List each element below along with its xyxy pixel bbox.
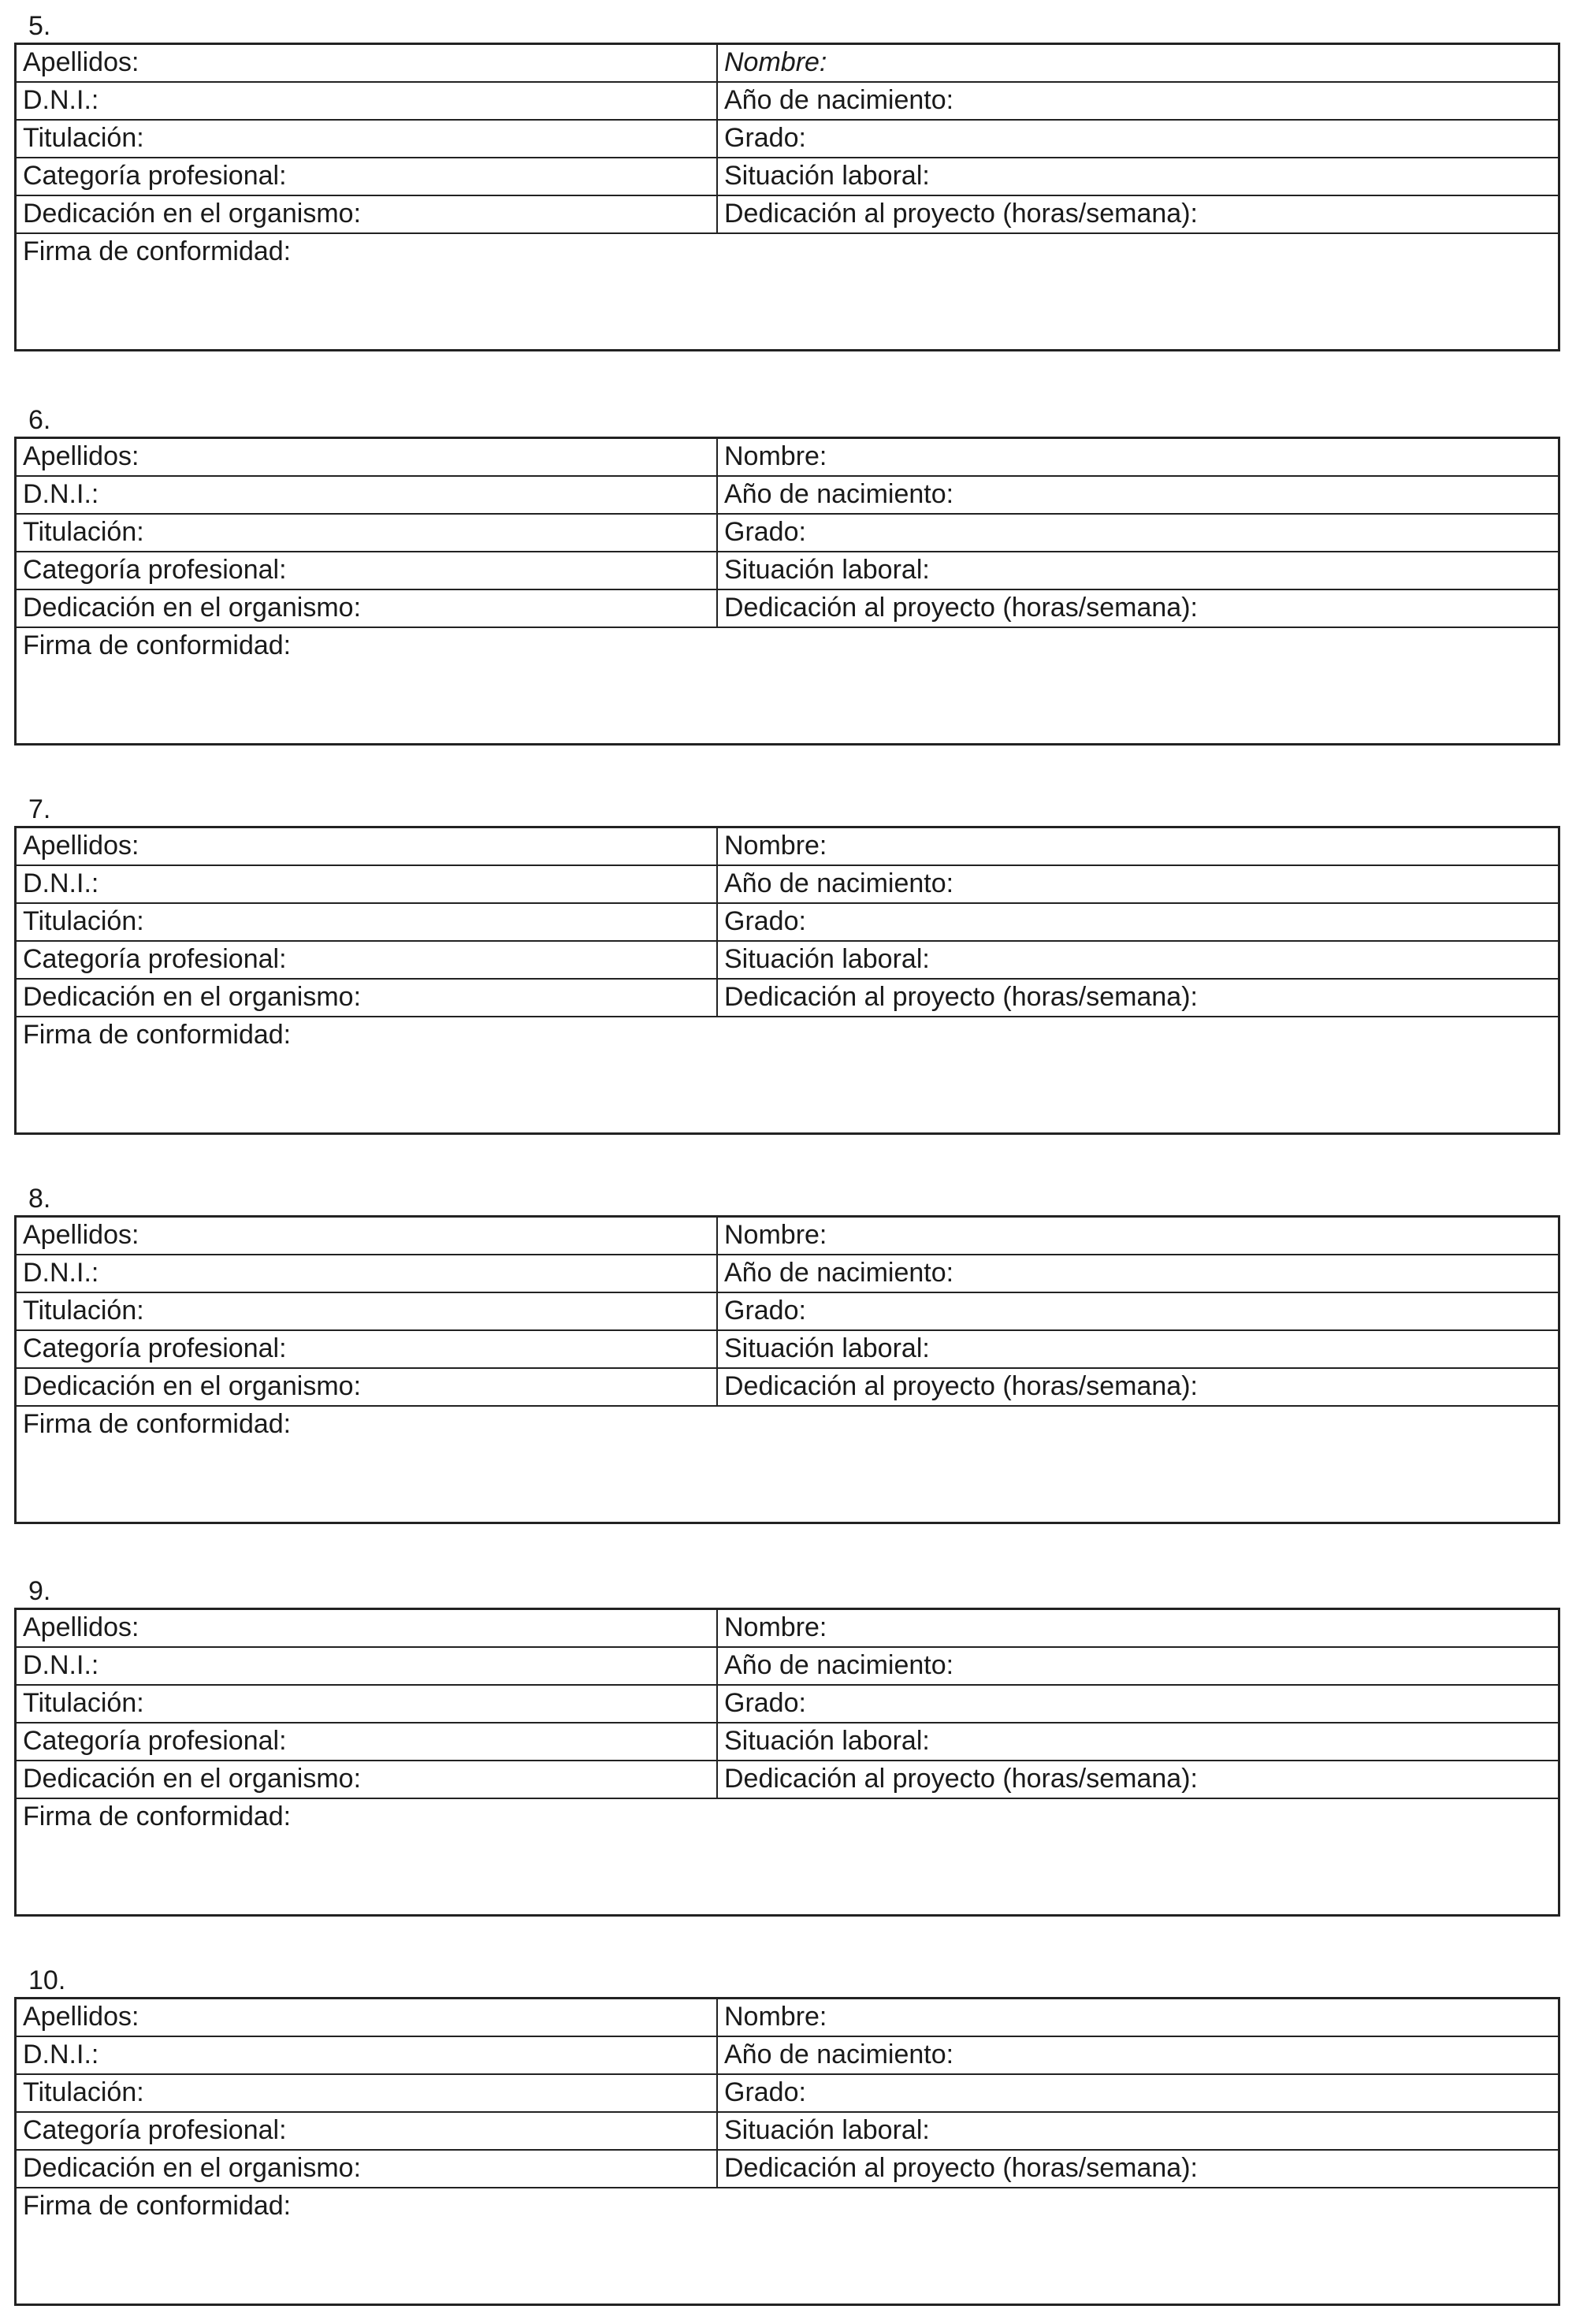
form-row xyxy=(17,45,1558,83)
participant-form xyxy=(14,1997,1560,2306)
signature-area[interactable] xyxy=(17,628,1558,743)
apellidos-field[interactable]: Apellidos: xyxy=(17,828,718,865)
categoria-field[interactable]: Categoría profesional: xyxy=(17,2113,718,2149)
form-row xyxy=(17,1369,1558,1407)
dedicacion-proyecto-field[interactable]: Dedicación al proyecto (horas/semana): xyxy=(724,1371,1198,1401)
form-row xyxy=(17,1723,1558,1761)
form-row xyxy=(17,866,1558,904)
form-row xyxy=(17,1255,1558,1293)
anio-nacimiento-field[interactable]: Año de nacimiento: xyxy=(724,1258,954,1288)
categoria-field[interactable]: Categoría profesional: xyxy=(17,942,718,978)
dedicacion-organismo-field[interactable]: Dedicación en el organismo: xyxy=(17,980,718,1016)
participant-form xyxy=(14,43,1560,351)
form-row xyxy=(17,1648,1558,1686)
form-row xyxy=(17,1293,1558,1331)
form-row xyxy=(17,2075,1558,2113)
participant-form xyxy=(14,1608,1560,1917)
form-row xyxy=(17,980,1558,1017)
categoria-field[interactable]: Categoría profesional: xyxy=(17,158,718,195)
nombre-field[interactable]: Nombre: xyxy=(724,47,827,77)
form-row xyxy=(17,2037,1558,2075)
dedicacion-proyecto-field[interactable]: Dedicación al proyecto (horas/semana): xyxy=(724,982,1198,1012)
grado-field[interactable]: Grado: xyxy=(724,2077,806,2107)
apellidos-field[interactable]: Apellidos: xyxy=(17,1218,718,1254)
dedicacion-organismo-field[interactable]: Dedicación en el organismo: xyxy=(17,1369,718,1405)
dni-field[interactable]: D.N.I.: xyxy=(17,477,718,513)
form-row xyxy=(17,515,1558,552)
form-row xyxy=(17,158,1558,196)
block-number: 9. xyxy=(28,1576,51,1606)
anio-nacimiento-field[interactable]: Año de nacimiento: xyxy=(724,868,954,898)
form-row xyxy=(17,1761,1558,1799)
firma-label: Firma de conformidad: xyxy=(23,630,292,660)
form-row xyxy=(17,828,1558,866)
categoria-field[interactable]: Categoría profesional: xyxy=(17,1331,718,1367)
apellidos-field[interactable]: Apellidos: xyxy=(17,45,718,81)
form-row xyxy=(17,1999,1558,2037)
form-row xyxy=(17,942,1558,980)
signature-area[interactable] xyxy=(17,1017,1558,1132)
participant-form xyxy=(14,1215,1560,1524)
dni-field[interactable]: D.N.I.: xyxy=(17,1255,718,1292)
signature-area[interactable] xyxy=(17,1407,1558,1522)
signature-area[interactable] xyxy=(17,234,1558,349)
signature-area[interactable] xyxy=(17,1799,1558,1914)
anio-nacimiento-field[interactable]: Año de nacimiento: xyxy=(724,85,954,115)
form-row xyxy=(17,83,1558,121)
firma-label: Firma de conformidad: xyxy=(23,236,292,266)
nombre-field[interactable]: Nombre: xyxy=(724,1220,827,1250)
apellidos-field[interactable]: Apellidos: xyxy=(17,1610,718,1646)
grado-field[interactable]: Grado: xyxy=(724,906,806,936)
firma-label: Firma de conformidad: xyxy=(23,1802,292,1831)
signature-area[interactable] xyxy=(17,2188,1558,2304)
form-row xyxy=(17,2151,1558,2188)
dedicacion-organismo-field[interactable]: Dedicación en el organismo: xyxy=(17,2151,718,2187)
titulacion-field[interactable]: Titulación: xyxy=(17,1293,718,1329)
dedicacion-proyecto-field[interactable]: Dedicación al proyecto (horas/semana): xyxy=(724,593,1198,623)
block-number: 10. xyxy=(28,1965,66,1995)
block-number: 5. xyxy=(28,11,51,41)
titulacion-field[interactable]: Titulación: xyxy=(17,515,718,551)
nombre-field[interactable]: Nombre: xyxy=(724,441,827,471)
form-row xyxy=(17,590,1558,628)
participant-form xyxy=(14,437,1560,746)
apellidos-field[interactable]: Apellidos: xyxy=(17,1999,718,2036)
situacion-field[interactable]: Situación laboral: xyxy=(724,161,930,191)
situacion-field[interactable]: Situación laboral: xyxy=(724,2115,930,2145)
dedicacion-organismo-field[interactable]: Dedicación en el organismo: xyxy=(17,196,718,232)
dni-field[interactable]: D.N.I.: xyxy=(17,866,718,902)
dedicacion-proyecto-field[interactable]: Dedicación al proyecto (horas/semana): xyxy=(724,2153,1198,2183)
firma-label: Firma de conformidad: xyxy=(23,1409,292,1439)
form-row xyxy=(17,1686,1558,1723)
form-row xyxy=(17,477,1558,515)
block-number: 6. xyxy=(28,405,51,435)
apellidos-field[interactable]: Apellidos: xyxy=(17,439,718,475)
form-row xyxy=(17,1218,1558,1255)
dedicacion-proyecto-field[interactable]: Dedicación al proyecto (horas/semana): xyxy=(724,1764,1198,1794)
firma-label: Firma de conformidad: xyxy=(23,2191,292,2221)
situacion-field[interactable]: Situación laboral: xyxy=(724,1726,930,1756)
form-row xyxy=(17,904,1558,942)
form-row xyxy=(17,1331,1558,1369)
dni-field[interactable]: D.N.I.: xyxy=(17,83,718,119)
form-row xyxy=(17,439,1558,477)
situacion-field[interactable]: Situación laboral: xyxy=(724,555,930,585)
anio-nacimiento-field[interactable]: Año de nacimiento: xyxy=(724,1650,954,1680)
form-row xyxy=(17,1610,1558,1648)
situacion-field[interactable]: Situación laboral: xyxy=(724,944,930,974)
titulacion-field[interactable]: Titulación: xyxy=(17,1686,718,1722)
form-row xyxy=(17,121,1558,158)
grado-field[interactable]: Grado: xyxy=(724,1296,806,1326)
nombre-field[interactable]: Nombre: xyxy=(724,1612,827,1642)
dedicacion-proyecto-field[interactable]: Dedicación al proyecto (horas/semana): xyxy=(724,199,1198,229)
titulacion-field[interactable]: Titulación: xyxy=(17,121,718,157)
dedicacion-organismo-field[interactable]: Dedicación en el organismo: xyxy=(17,1761,718,1798)
form-row xyxy=(17,2113,1558,2151)
form-row xyxy=(17,196,1558,234)
form-row xyxy=(17,552,1558,590)
categoria-field[interactable]: Categoría profesional: xyxy=(17,552,718,589)
anio-nacimiento-field[interactable]: Año de nacimiento: xyxy=(724,2040,954,2069)
anio-nacimiento-field[interactable]: Año de nacimiento: xyxy=(724,479,954,509)
dedicacion-organismo-field[interactable]: Dedicación en el organismo: xyxy=(17,590,718,627)
nombre-field[interactable]: Nombre: xyxy=(724,2002,827,2032)
block-number: 7. xyxy=(28,794,51,824)
nombre-field[interactable]: Nombre: xyxy=(724,831,827,861)
titulacion-field[interactable]: Titulación: xyxy=(17,904,718,940)
grado-field[interactable]: Grado: xyxy=(724,123,806,153)
grado-field[interactable]: Grado: xyxy=(724,1688,806,1718)
participant-form xyxy=(14,826,1560,1135)
categoria-field[interactable]: Categoría profesional: xyxy=(17,1723,718,1760)
situacion-field[interactable]: Situación laboral: xyxy=(724,1333,930,1363)
firma-label: Firma de conformidad: xyxy=(23,1020,292,1050)
block-number: 8. xyxy=(28,1184,51,1214)
dni-field[interactable]: D.N.I.: xyxy=(17,1648,718,1684)
titulacion-field[interactable]: Titulación: xyxy=(17,2075,718,2111)
grado-field[interactable]: Grado: xyxy=(724,517,806,547)
dni-field[interactable]: D.N.I.: xyxy=(17,2037,718,2073)
